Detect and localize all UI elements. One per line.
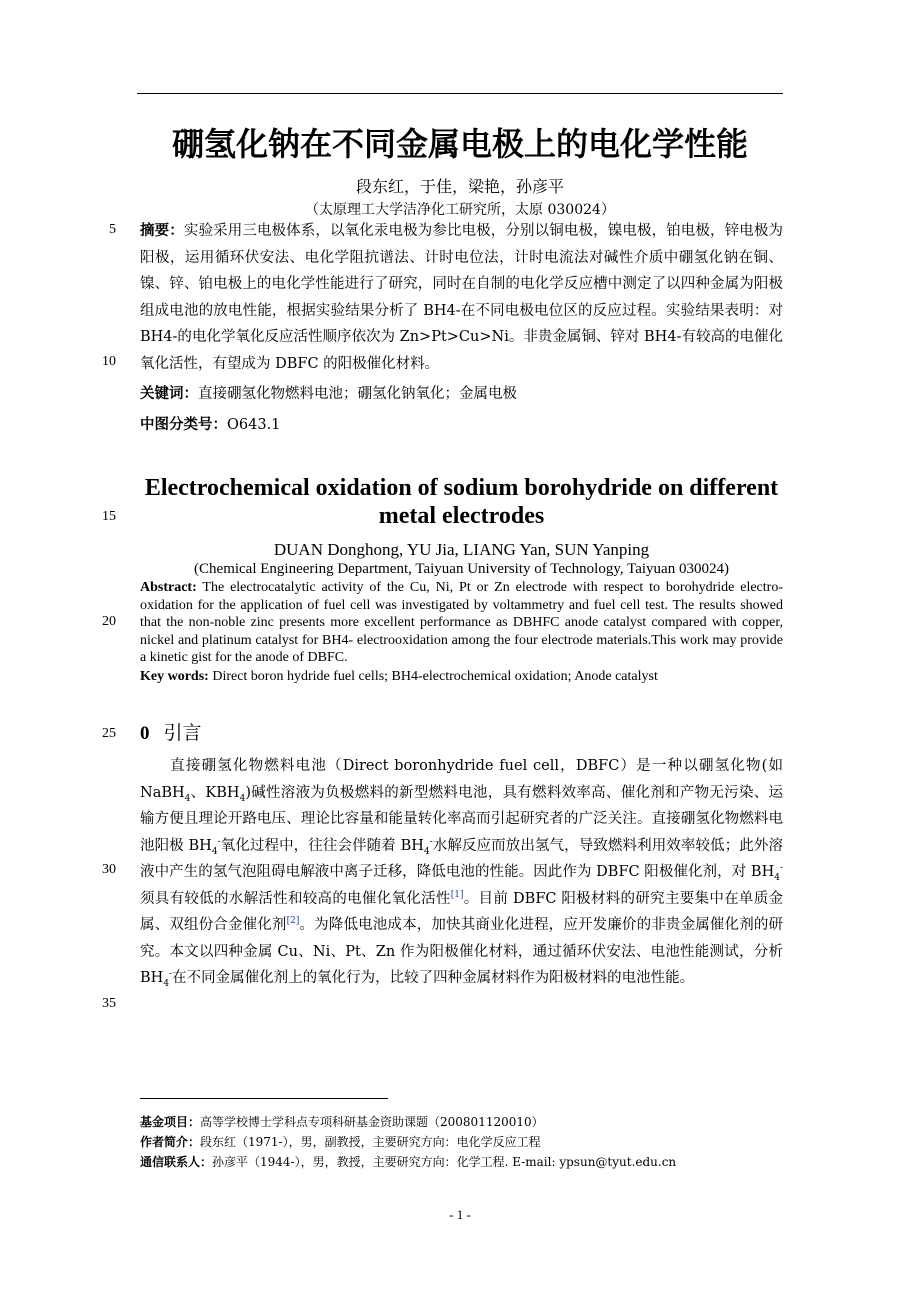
citation-1[interactable]: [1]: [450, 889, 464, 900]
english-abstract-text: The electrocatalytic activity of the Cu, Ni, Pt or Zn electrode with respect to borohydride electro-oxidation for the application of fuel cell was investigated by voltammetry and fuel cell test. The results showed that the non-noble zinc presents more excellent performance as DBHFC anode catalyst compared with copper, nickel and platinum catalyst for BH4- electrooxidation among the four electrode materials.This work may provide a kinetic gist for the anode of DBFC.: [140, 580, 783, 665]
english-abstract-label: Abstract:: [140, 580, 197, 595]
author-note: 作者简介：段东红（1971-），男，副教授，主要研究方向：电化学反应工程: [140, 1135, 541, 1149]
line-number-20: 20: [102, 614, 116, 629]
citation-2[interactable]: [2]: [286, 916, 300, 927]
chinese-abstract: [140, 218, 783, 377]
english-affiliation: (Chemical Engineering Department, Taiyuan University of Technology, Taiyuan 030024): [194, 561, 729, 577]
abstract-label: 摘要：: [140, 223, 184, 239]
abstract-text: 实验采用三电极体系，以氧化汞电极为参比电极，分别以铜电极，镍电极，铂电极，锌电极为阳极，运用循环伏安法、电化学阻抗谱法、计时电位法，计时电流法对碱性介质中硼氢化钠在铜、镍、锌、铂电极上的电化学性能进行了研究，同时在自制的电化学反应槽中测定了以四种金属为阳极组成电池的放电性能，根据实验结果分析了 BH4-在不同电极电位区的反应过程。实验结果表明：对 BH4-的电化学氧化反应活性顺序依次为 Zn>Pt>Cu>Ni。非贵金属铜、锌对 BH4-有较高的电催化氧化活性，有望成为 DBFC 的阳极催化材料。: [140, 223, 784, 372]
chinese-authors: 段东红，于佳，梁艳，孙彦平: [355, 177, 564, 196]
english-authors: DUAN Donghong, YU Jia, LIANG Yan, SUN Yanping: [273, 540, 650, 559]
line-number-30: 30: [102, 862, 116, 877]
footnotes: [140, 1112, 783, 1172]
header-rule: [137, 93, 783, 94]
introduction-paragraph: 直接硼氢化物燃料电池（Direct boronhydride fuel cell，DBFC）是一种以硼氢化物(如 NaBH$_4$、$KBH_4$)碱性溶液为负极燃料的新型燃料电池，具有燃料效率高、催化剂和产物无污染、运输方便且理论开路电压、理论比容量和能量转化率高而引起研究者的广泛关注。直接硼氢化物燃料电池阳极 $BH_4^-$氧化过程中，往往会伴随着 $BH_4^-$水解反应而放出氢气，导致燃料利用效率较低；此外溶液中产生的氢气泡阻碍电解液中离子迁移，降低电池的性能。因此作为 DBFC 阳极催化剂，对 $BH_4^-$须具有较低的水解活性和较高的电催化氧化活性[1]。目前 DBFC 阳极材料的研究主要集中在单质金属、双组份合金催化剂[2]。为降低电池成本，加快其商业化进程，应开发廉价的非贵金属催化剂的研究。本文以四种金属 Cu、Ni、Pt、Zn 作为阳极催化材料，通过循环伏安法、电池性能测试，分析 $BH_4^-$在不同金属催化剂上的氧化行为，比较了四种金属材料作为阳极材料的电池性能。: [140, 758, 784, 989]
section-title: 引言: [163, 722, 202, 744]
chinese-title: 硼氢化钠在不同金属电极上的电化学性能: [171, 125, 748, 163]
line-number-15: 15: [102, 509, 116, 524]
classification-label: 中图分类号：: [140, 417, 227, 433]
line-number-10: 10: [102, 354, 116, 369]
english-keywords-text: Direct boron hydride fuel cells; BH4-electrochemical oxidation; Anode catalyst: [208, 669, 658, 684]
keywords-label: 关键词：: [140, 386, 198, 402]
line-number-25: 25: [102, 726, 116, 741]
chinese-affiliation: （太原理工大学洁净化工研究所，太原 030024）: [305, 202, 615, 218]
english-title: Electrochemical oxidation of sodium borohydride on different metal electrodes: [144, 475, 779, 529]
english-keywords-label: Key words:: [140, 669, 209, 684]
page-number: - 1 -: [449, 1207, 471, 1222]
chinese-keywords: [140, 381, 783, 408]
section-heading: [140, 720, 202, 747]
footnote-rule: [140, 1098, 388, 1099]
contact-note: 通信联系人：孙彦平（1944-），男，教授，主要研究方向：化学工程. E-mail: ypsun@tyut.edu.cn: [140, 1155, 677, 1169]
section-number: 0: [140, 723, 150, 744]
english-abstract: [140, 579, 783, 667]
funding-note: 基金项目：高等学校博士学科点专项科研基金资助课题（200801120010）: [140, 1115, 544, 1129]
english-keywords: [140, 668, 783, 686]
classification: [140, 412, 783, 439]
line-number-35: 35: [102, 996, 116, 1011]
classification-code: O643.1: [227, 417, 281, 433]
line-number-5: 5: [109, 222, 116, 237]
keywords-text: 直接硼氢化物燃料电池；硼氢化钠氧化；金属电极: [198, 386, 517, 402]
